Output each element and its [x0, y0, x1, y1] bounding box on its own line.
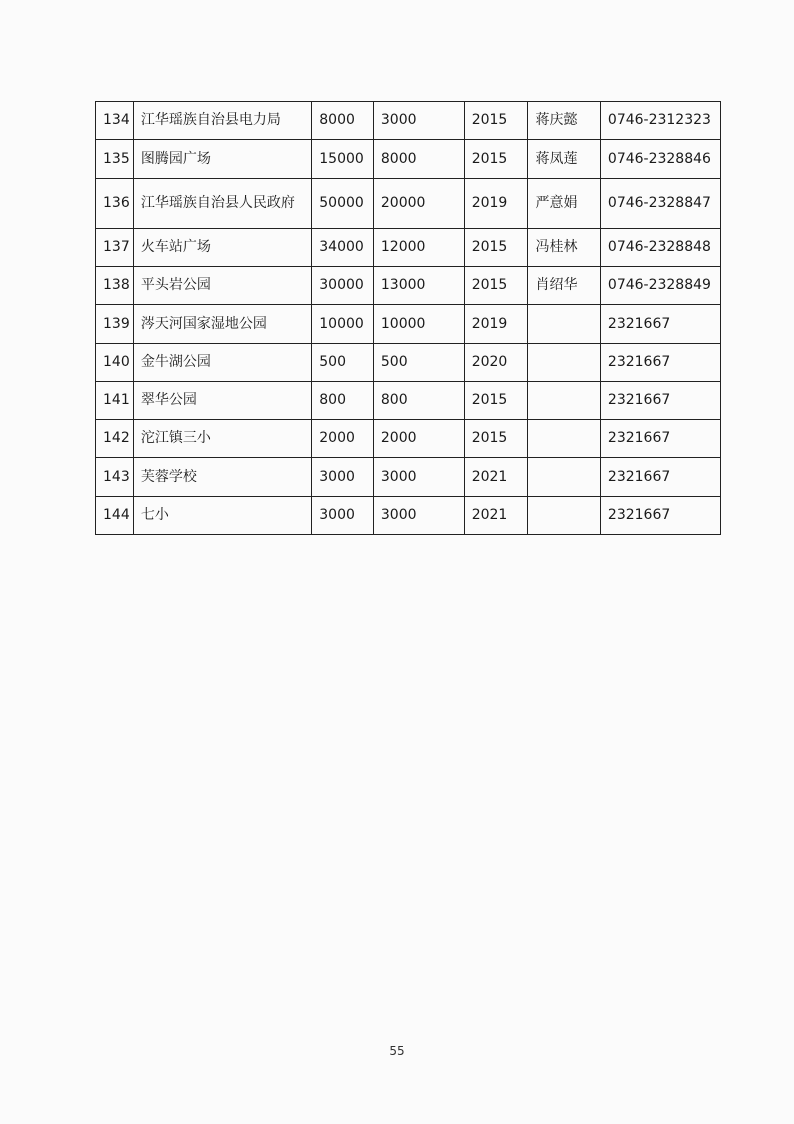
unit-name: 火车站广场	[133, 229, 311, 267]
contact-person	[528, 382, 600, 420]
row-number: 134	[96, 102, 134, 140]
page-number: 55	[389, 1044, 405, 1058]
row-number: 137	[96, 229, 134, 267]
unit-name: 图腾园广场	[133, 140, 311, 179]
phone-number: 2321667	[600, 382, 720, 420]
table-row	[96, 305, 721, 344]
year-value: 2019	[464, 179, 528, 229]
table-row	[96, 420, 721, 458]
year-value: 2020	[464, 344, 528, 382]
table-row	[96, 497, 721, 535]
contact-person: 冯桂林	[528, 229, 600, 267]
row-number: 139	[96, 305, 134, 344]
contact-person	[528, 497, 600, 535]
row-number: 142	[96, 420, 134, 458]
year-value: 2015	[464, 267, 528, 305]
year-value: 2015	[464, 140, 528, 179]
area-value: 34000	[312, 229, 374, 267]
row-number: 140	[96, 344, 134, 382]
phone-number: 2321667	[600, 344, 720, 382]
green-area-value: 500	[373, 344, 464, 382]
row-number: 136	[96, 179, 134, 229]
area-value: 15000	[312, 140, 374, 179]
table-row	[96, 382, 721, 420]
area-value: 10000	[312, 305, 374, 344]
unit-name: 江华瑶族自治县人民政府	[133, 179, 311, 229]
contact-person: 蒋庆懿	[528, 102, 600, 140]
area-value: 50000	[312, 179, 374, 229]
unit-name: 金牛湖公园	[133, 344, 311, 382]
green-area-value: 3000	[373, 102, 464, 140]
contact-person: 肖绍华	[528, 267, 600, 305]
row-number: 144	[96, 497, 134, 535]
year-value: 2015	[464, 420, 528, 458]
phone-number: 0746-2328846	[600, 140, 720, 179]
contact-person	[528, 420, 600, 458]
unit-name: 平头岩公园	[133, 267, 311, 305]
unit-name: 江华瑶族自治县电力局	[133, 102, 311, 140]
year-value: 2019	[464, 305, 528, 344]
green-area-value: 3000	[373, 497, 464, 535]
area-value: 3000	[312, 497, 374, 535]
phone-number: 0746-2328849	[600, 267, 720, 305]
green-area-value: 2000	[373, 420, 464, 458]
area-value: 30000	[312, 267, 374, 305]
area-value: 500	[312, 344, 374, 382]
table-row	[96, 179, 721, 229]
data-table	[95, 101, 721, 535]
unit-name: 涔天河国家湿地公园	[133, 305, 311, 344]
green-area-value: 8000	[373, 140, 464, 179]
row-number: 143	[96, 458, 134, 497]
contact-person: 蒋凤莲	[528, 140, 600, 179]
area-value: 8000	[312, 102, 374, 140]
table-row	[96, 102, 721, 140]
unit-name: 七小	[133, 497, 311, 535]
phone-number: 0746-2328847	[600, 179, 720, 229]
year-value: 2021	[464, 497, 528, 535]
table-row	[96, 140, 721, 179]
area-value: 3000	[312, 458, 374, 497]
unit-name: 芙蓉学校	[133, 458, 311, 497]
green-area-value: 13000	[373, 267, 464, 305]
contact-person: 严意娟	[528, 179, 600, 229]
row-number: 141	[96, 382, 134, 420]
phone-number: 2321667	[600, 458, 720, 497]
year-value: 2015	[464, 229, 528, 267]
row-number: 138	[96, 267, 134, 305]
year-value: 2015	[464, 382, 528, 420]
unit-name: 沱江镇三小	[133, 420, 311, 458]
contact-person	[528, 458, 600, 497]
table-row	[96, 458, 721, 497]
green-area-value: 12000	[373, 229, 464, 267]
phone-number: 2321667	[600, 305, 720, 344]
phone-number: 0746-2312323	[600, 102, 720, 140]
green-area-value: 10000	[373, 305, 464, 344]
green-area-value: 20000	[373, 179, 464, 229]
area-value: 2000	[312, 420, 374, 458]
phone-number: 2321667	[600, 497, 720, 535]
phone-number: 0746-2328848	[600, 229, 720, 267]
table-row	[96, 267, 721, 305]
table-row	[96, 344, 721, 382]
year-value: 2015	[464, 102, 528, 140]
phone-number: 2321667	[600, 420, 720, 458]
area-value: 800	[312, 382, 374, 420]
unit-name: 翠华公园	[133, 382, 311, 420]
contact-person	[528, 344, 600, 382]
table-row	[96, 229, 721, 267]
row-number: 135	[96, 140, 134, 179]
contact-person	[528, 305, 600, 344]
green-area-value: 3000	[373, 458, 464, 497]
green-area-value: 800	[373, 382, 464, 420]
year-value: 2021	[464, 458, 528, 497]
